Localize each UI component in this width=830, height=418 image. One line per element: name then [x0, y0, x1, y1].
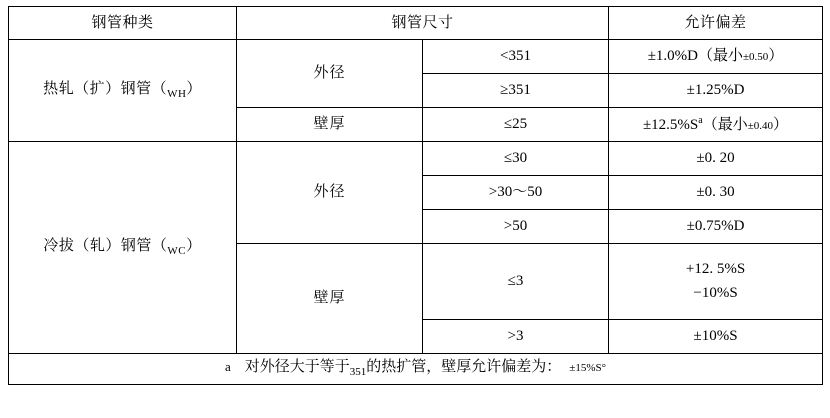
header-tolerance: 允许偏差 [609, 7, 823, 40]
size-value: >3 [423, 320, 609, 354]
tolerance-note-open: （最小 [702, 116, 748, 133]
kind-cell-cold-drawn [9, 142, 237, 354]
dimension-wall-thickness-hot: 壁厚 [237, 108, 423, 142]
footnote-marker: a [224, 359, 231, 375]
dimension-outer-diameter-cold: 外径 [237, 142, 423, 244]
kind-sub-hot: WH [167, 87, 187, 100]
size-value: ≥351 [423, 74, 609, 108]
tolerance-value: ±0. 20 [609, 142, 823, 176]
footnote-text-before: 对外径大于等于 [244, 359, 350, 376]
size-value: ≤30 [423, 142, 609, 176]
tolerance-value [609, 108, 823, 142]
table-footnote-row [9, 354, 823, 385]
size-value: ≤25 [423, 108, 609, 142]
size-value: <351 [423, 40, 609, 74]
footnote-text-after: 的热扩管，壁厚允许偏差为： [366, 359, 562, 376]
footnote-cell [9, 354, 823, 385]
tolerance-note-close: ） [773, 116, 789, 133]
tolerance-line-lower: −10%S [693, 284, 738, 301]
kind-label-cold: 冷拔（轧）钢管（ [43, 237, 168, 254]
kind-sub-cold: WC [167, 244, 187, 257]
tolerance-value [609, 244, 823, 320]
kind-tail-hot: ） [186, 80, 202, 97]
header-kind: 钢管种类 [9, 7, 237, 40]
size-value: ≤3 [423, 244, 609, 320]
tolerance-line-upper: +12. 5%S [685, 261, 746, 278]
header-size: 钢管尺寸 [237, 7, 609, 40]
tolerance-note-value: ±0.40 [747, 119, 774, 132]
tolerance-value [609, 74, 823, 108]
table-row [9, 142, 823, 176]
dimension-wall-thickness-cold: 壁厚 [237, 244, 423, 354]
table-header-row [9, 7, 823, 40]
kind-cell-hot-rolled [9, 40, 237, 142]
tolerance-value: ±0. 30 [609, 176, 823, 210]
dimension-outer-diameter-hot: 外径 [237, 40, 423, 108]
kind-label-hot: 热轧（扩）钢管（ [43, 80, 168, 97]
tolerance-superscript: a [698, 114, 703, 126]
footnote-tolerance: ±15%S° [569, 362, 607, 375]
kind-tail-cold: ） [186, 237, 202, 254]
tolerance-value: ±0.75%D [609, 210, 823, 244]
tolerance-note-close: ） [768, 48, 784, 65]
tolerance-value: ±10%S [609, 320, 823, 354]
size-value: >50 [423, 210, 609, 244]
tolerance-main: ±1.0%D [647, 48, 698, 65]
size-value: >30～50 [423, 176, 609, 210]
tolerance-main: ±1.25%D [686, 82, 745, 99]
table-row [9, 40, 823, 74]
tolerance-note-open: （最小 [698, 48, 744, 65]
tolerance-value [609, 40, 823, 74]
steel-pipe-tolerance-table [8, 6, 823, 385]
tolerance-main: ±12.5%S [642, 116, 699, 133]
tolerance-note-value: ±0.50 [743, 51, 769, 64]
footnote-value: 351 [349, 366, 367, 379]
